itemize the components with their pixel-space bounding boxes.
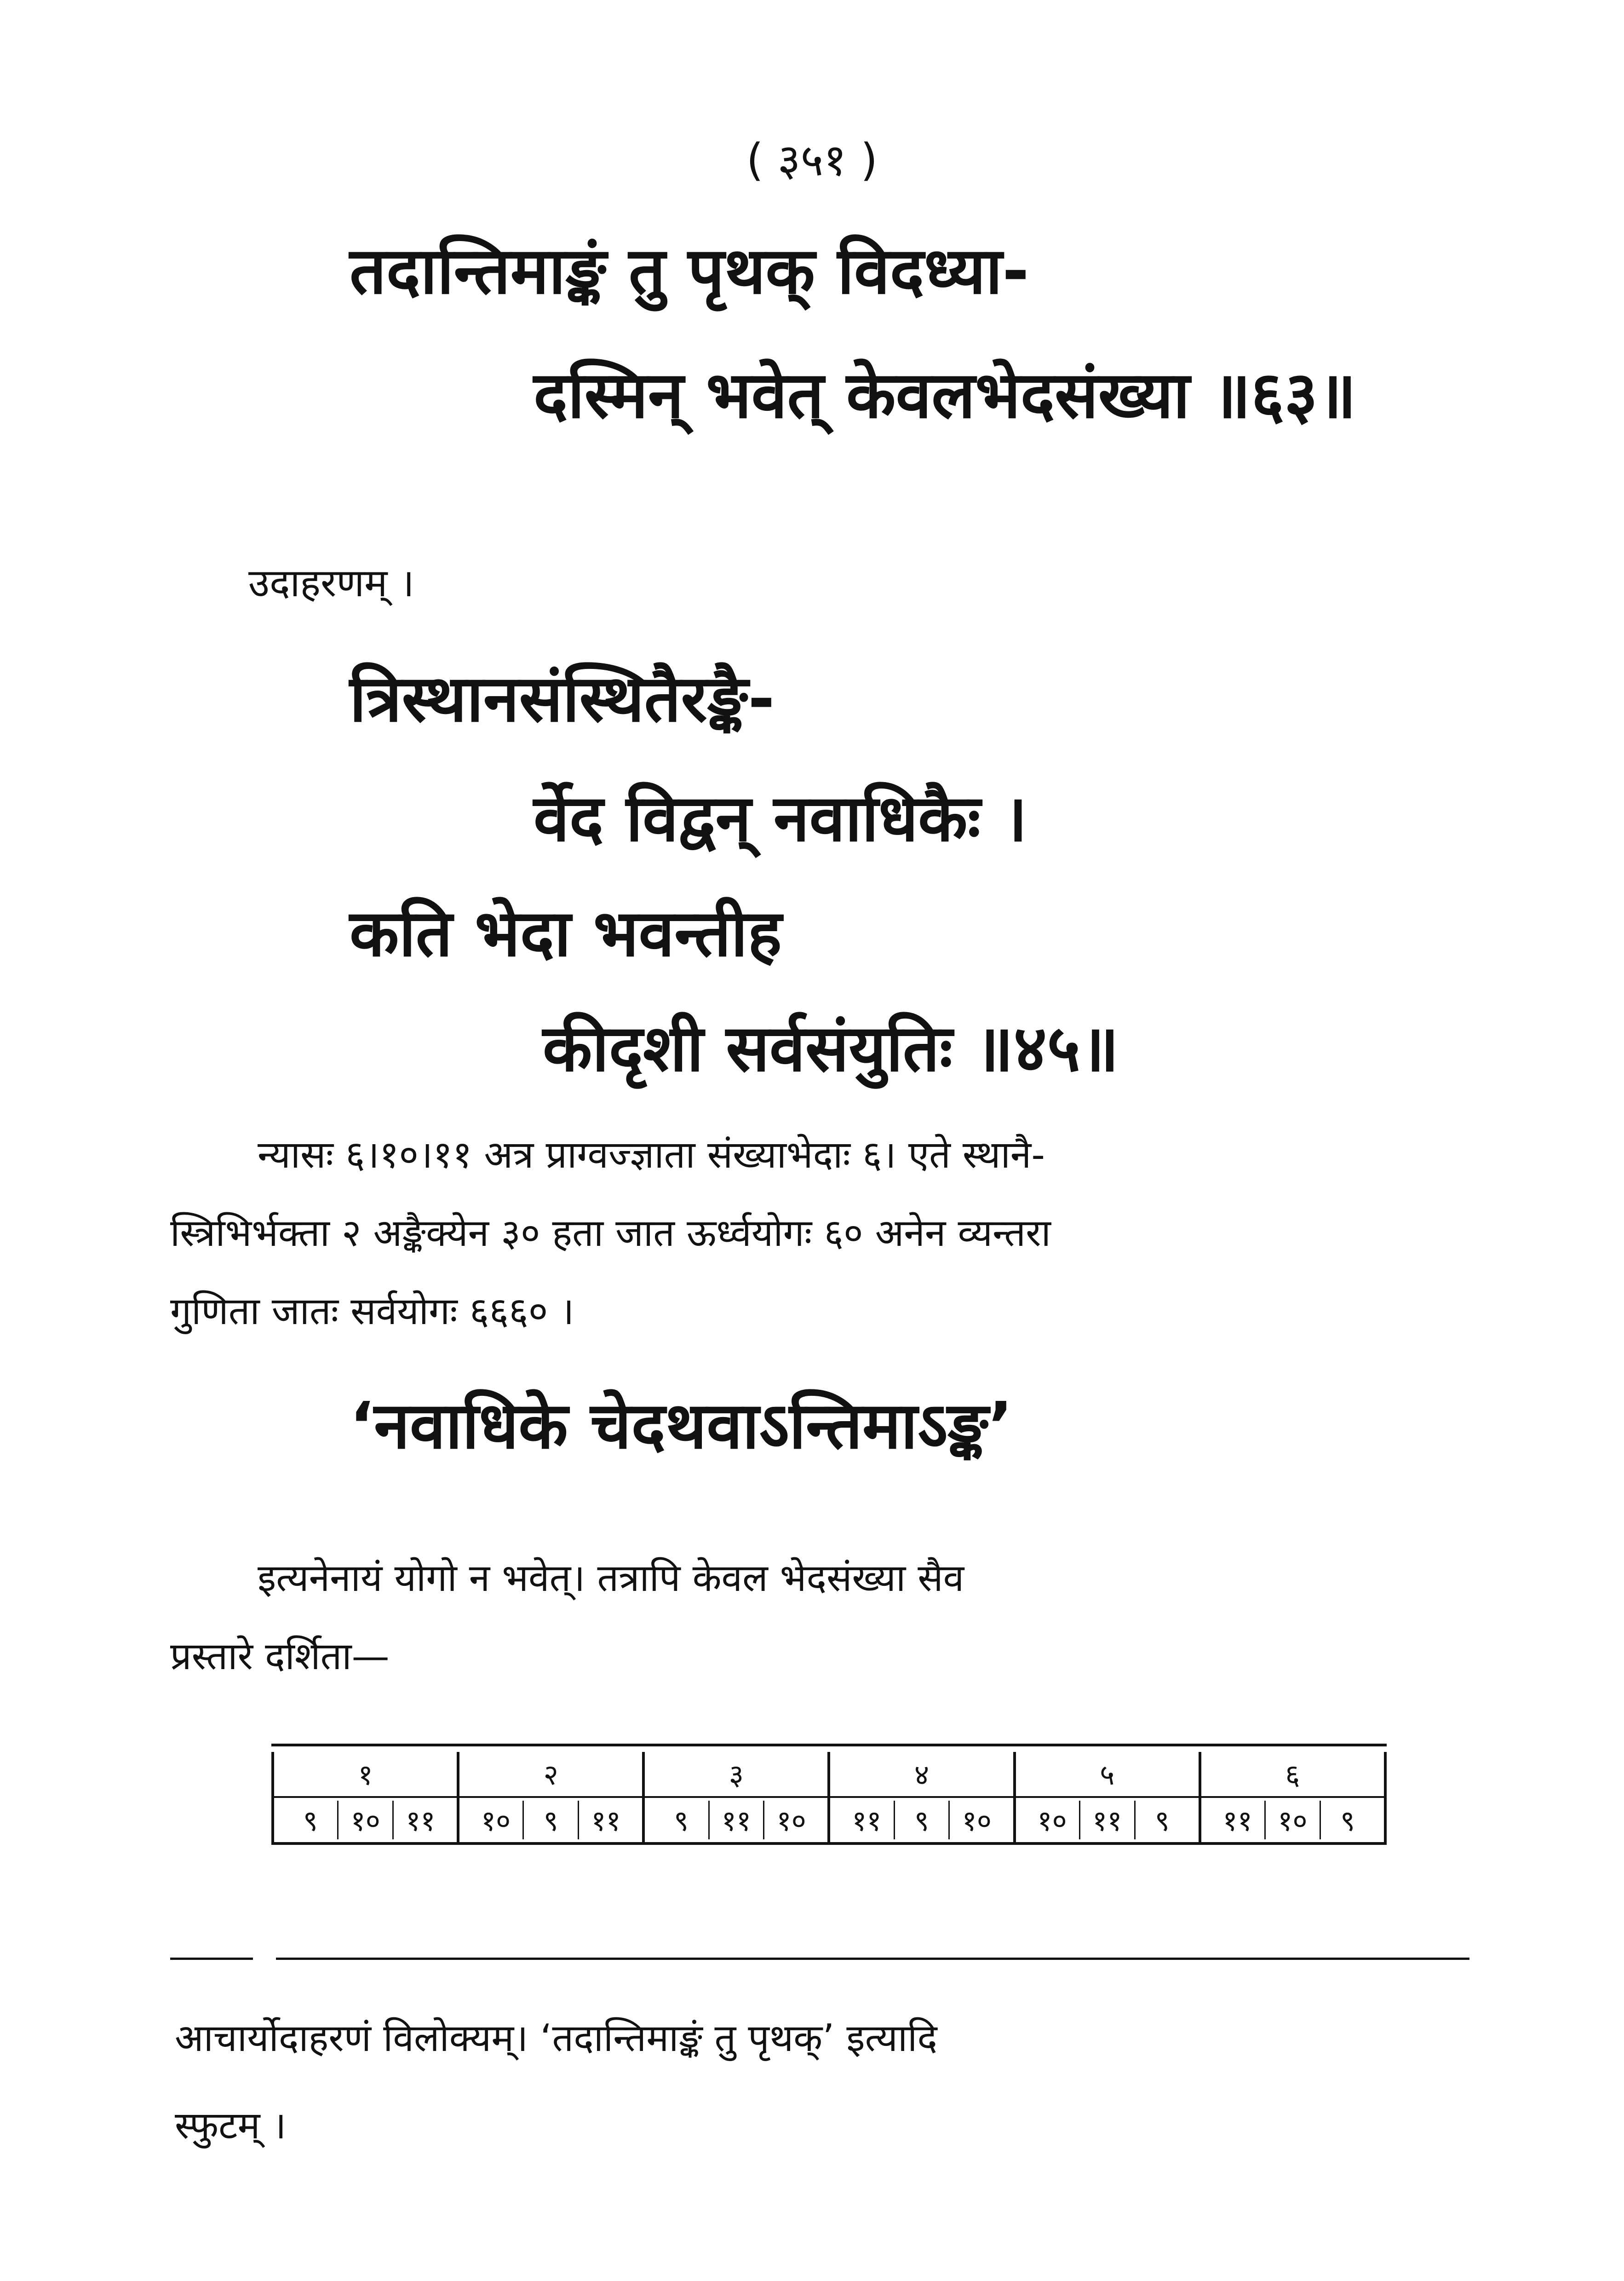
verse-45-line-2: र्वेद विद्वन् नवाधिकैः । xyxy=(534,781,1027,856)
verse-45-line-1: त्रिस्थानसंस्थितैरङ्कै- xyxy=(350,662,775,737)
table-top-rule xyxy=(271,1744,1387,1746)
footnote-rule-long xyxy=(276,1958,1469,1960)
digit: ११ xyxy=(406,1804,436,1837)
digit: ९ xyxy=(1340,1804,1355,1837)
digit: ९ xyxy=(1154,1804,1170,1837)
footnote-line-2: स्फुटम् । xyxy=(175,2104,287,2148)
verse-63-line-1: तदान्तिमाङ्कं तु पृथक् विदध्या- xyxy=(350,234,1029,309)
digit: ११ xyxy=(840,1801,895,1839)
digit: ११ xyxy=(1211,1801,1266,1839)
verse-45-line-3: कति भेदा भवन्तीह xyxy=(350,896,782,971)
digit: ९ xyxy=(654,1801,710,1839)
verse-45-line-4: कीदृशी सर्वसंयुतिः ॥४५॥ xyxy=(543,1011,1119,1086)
table-header-cell: १ xyxy=(273,1752,458,1797)
example-label: उदाहरणम् । xyxy=(248,560,414,605)
digit: ११ xyxy=(710,1801,765,1839)
page-number: ( ३५१ ) xyxy=(746,134,878,186)
digit: ९ xyxy=(895,1801,950,1839)
table-row xyxy=(273,1797,1385,1843)
table-cell xyxy=(273,1797,458,1843)
nyasa-line-3: गुणिता जातः सर्वयोगः ६६६० । xyxy=(170,1290,574,1333)
prastara-table xyxy=(271,1744,1387,1845)
table-cell xyxy=(458,1797,643,1843)
digit: १० xyxy=(339,1801,394,1839)
table-header-cell: २ xyxy=(458,1752,643,1797)
digit: १० xyxy=(1266,1801,1321,1839)
permutation-table xyxy=(271,1752,1387,1845)
footnote-line-1: आचार्योदाहरणं विलोक्यम्। ‘तदान्तिमाङ्कं तु पृथक्’ इत्यादि xyxy=(175,2016,937,2060)
table-cell xyxy=(1200,1797,1385,1843)
note-line-2: प्रस्तारे दर्शिता— xyxy=(170,1635,390,1678)
digit: ९ xyxy=(524,1801,579,1839)
table-header-cell: ५ xyxy=(1015,1752,1200,1797)
table-cell xyxy=(829,1797,1014,1843)
digit: ११ xyxy=(591,1804,621,1837)
digit: १० xyxy=(469,1801,524,1839)
table-header-cell: ३ xyxy=(643,1752,829,1797)
table-header-cell: ४ xyxy=(829,1752,1014,1797)
digit: १० xyxy=(1025,1801,1080,1839)
note-line-1: इत्यनेनायं योगो न भवेत्। तत्रापि केवल भेदसंख्या सैव xyxy=(258,1556,964,1600)
table-header-row xyxy=(273,1752,1385,1797)
nyasa-line-2: स्त्रिभिर्भक्ता २ अङ्कैक्येन ३० हता जात ऊर्ध्वयोगः ६० अनेन व्यन्तरा xyxy=(170,1211,1051,1255)
footnote-rule-short xyxy=(170,1958,253,1960)
table-cell xyxy=(643,1797,829,1843)
nyasa-line-1: न्यासः ६।१०।११ अत्र प्राग्वज्ज्ञाता संख्याभेदाः ६। एते स्थानै- xyxy=(258,1133,1045,1177)
table-cell xyxy=(1015,1797,1200,1843)
digit: १० xyxy=(776,1804,806,1837)
table-header-cell: ६ xyxy=(1200,1752,1385,1797)
quoted-rule: ‘नवाधिके चेदथवाऽन्तिमाऽङ्क’ xyxy=(350,1388,1013,1463)
digit: ११ xyxy=(1080,1801,1136,1839)
verse-63-line-2: दस्मिन् भवेत् केवलभेदसंख्या ॥६३॥ xyxy=(534,358,1357,433)
digit: ९ xyxy=(283,1801,339,1839)
digit: १० xyxy=(962,1804,992,1837)
